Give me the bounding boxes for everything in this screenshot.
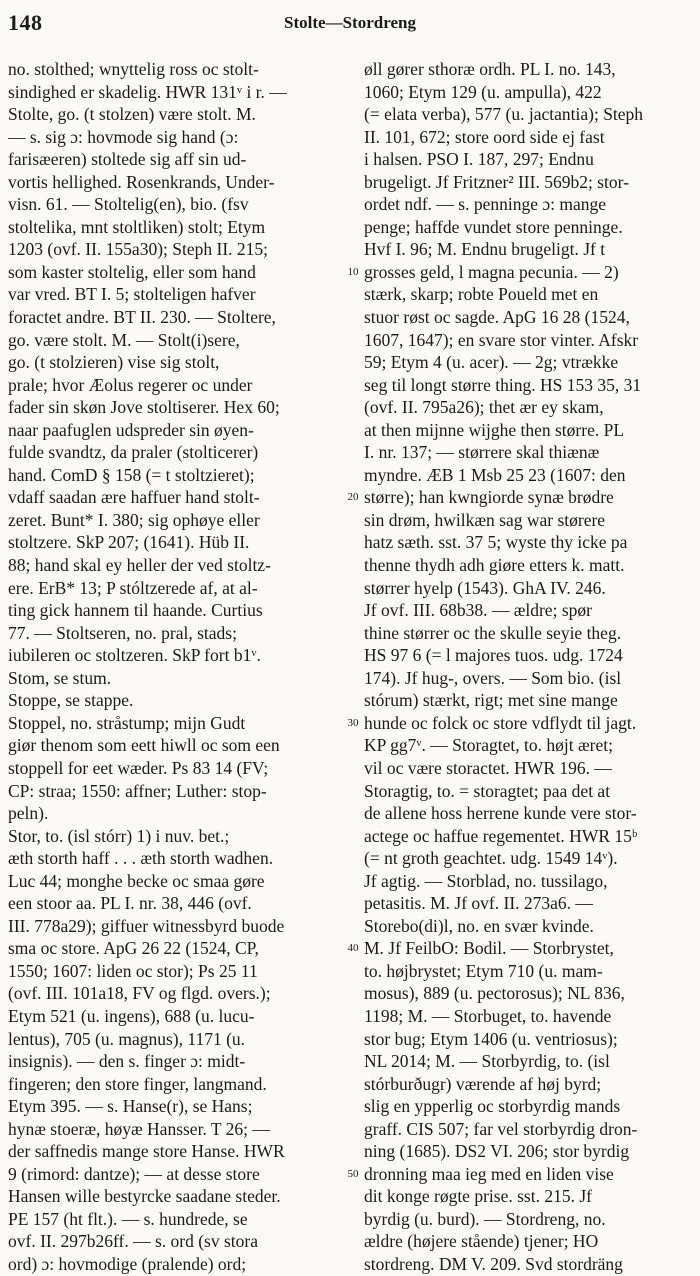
text-line: myndre. ÆB 1 Msb 25 23 (1607: den bbox=[364, 464, 626, 485]
text-line: Stor, to. (isl stórr) 1) i nuv. bet.; bbox=[8, 825, 230, 846]
text-line: Stoppel, no. stråstump; mijn Gudt bbox=[8, 712, 246, 733]
text-line: Stoppe, se stappe. bbox=[8, 690, 134, 711]
text-line: Etym 395. — s. Hanse(r), se Hans; bbox=[8, 1096, 253, 1117]
text-line: Etym 521 (u. ingens), 688 (u. lucu- bbox=[8, 1005, 255, 1026]
text-line: størrer hyelp (1543). GhA IV. 246. bbox=[364, 577, 606, 598]
text-line: (ovf. III. 101a18, FV og flgd. overs.); bbox=[8, 983, 271, 1004]
text-line: vdaff saadan ære haffuer hand stolt- bbox=[8, 487, 260, 508]
text-line: hand. ComD § 158 (= t stoltzieret); bbox=[8, 464, 255, 485]
left-column bbox=[8, 58, 345, 1276]
text-line: petasitis. M. Jf ovf. II. 273a6. — bbox=[364, 893, 593, 914]
line-number-marker: 20 bbox=[347, 491, 359, 504]
text-line: æth storth haff . . . æth storth wadhen. bbox=[8, 848, 274, 869]
text-line: 1203 (ovf. II. 155a30); Steph II. 215; bbox=[8, 239, 269, 260]
text-line: naar paafuglen udspreder sin øyen- bbox=[8, 419, 254, 440]
text-line: stordreng. DM V. 209. Svd stordräng bbox=[364, 1253, 623, 1274]
text-line: ordet ndf. — s. penninge ɔ: mange bbox=[364, 194, 607, 215]
text-line: fulde svandtz, da praler (stolticerer) bbox=[8, 442, 259, 463]
text-line: dit konge røgte prise. sst. 215. Jf bbox=[364, 1186, 592, 1207]
text-line: Hansen wille bestyrcke saadane steder. bbox=[8, 1186, 281, 1207]
text-line: stor bug; Etym 1406 (u. ventriosus); bbox=[364, 1028, 618, 1049]
text-line: peln). bbox=[8, 803, 49, 824]
text-line: (= nt groth geachtet. udg. 1549 14ᵛ). bbox=[364, 848, 618, 869]
text-line: Stolte, go. (t stolzen) være stolt. M. bbox=[8, 104, 256, 125]
text-line: lentus), 705 (u. magnus), 1171 (u. bbox=[8, 1028, 246, 1049]
text-line: thine størrer oc the skulle seyie theg. bbox=[364, 622, 622, 643]
text-line: ord) ɔ: hovmodige (pralende) ord; bbox=[8, 1253, 247, 1274]
text-line: graff. CIS 507; far vel storbyrdig dron- bbox=[364, 1118, 638, 1139]
text-line: ning (1685). DS2 VI. 206; stor byrdig bbox=[364, 1141, 630, 1162]
text-line: Luc 44; monghe becke oc smaa gøre bbox=[8, 870, 265, 891]
text-line: 9 (rimord: dantze); — at desse store bbox=[8, 1163, 260, 1184]
text-line: visn. 61. — Stoltelig(en), bio. (fsv bbox=[8, 194, 249, 215]
text-line: 1550; 1607: liden oc stor); Ps 25 11 bbox=[8, 960, 258, 981]
text-line: I. nr. 137; — størrere skal thiænæ bbox=[364, 442, 600, 463]
text-line: II. 101, 672; store oord side ej fast bbox=[364, 126, 605, 147]
text-line: (ovf. II. 795a26); thet ær ey skam, bbox=[364, 397, 604, 418]
text-line: hynæ stoeræ, høyæ Hansser. T 26; — bbox=[8, 1118, 270, 1139]
line-number-marker: 40 bbox=[347, 942, 359, 955]
text-line: — s. sig ɔ: hovmode sig hand (ɔ: bbox=[8, 126, 239, 147]
text-line: fingeren; den store finger, langmand. bbox=[8, 1073, 267, 1094]
line-number-marker: 30 bbox=[347, 716, 359, 729]
text-line: seg til longt større thing. HS 153 35, 31 bbox=[364, 374, 642, 395]
text-line: Storebo(di)l, no. en svær kvinde. bbox=[364, 915, 594, 936]
text-line: fader sin skøn Jove stoltiserer. Hex 60; bbox=[8, 397, 280, 418]
text-line: slig en ypperlig oc storbyrdig mands bbox=[364, 1096, 621, 1117]
right-column bbox=[364, 58, 694, 1276]
text-line: (= elata verba), 577 (u. jactantia); Steph bbox=[364, 104, 644, 125]
text-line: 1060; Etym 129 (u. ampulla), 422 bbox=[364, 81, 602, 102]
text-line: 1607, 1647); en svare stor vinter. Afskr bbox=[364, 329, 639, 350]
text-line: zeret. Bunt* I. 380; sig ophøye eller bbox=[8, 509, 260, 530]
text-line: grosses geld, l magna pecunia. — 2) bbox=[364, 261, 619, 282]
page-header bbox=[0, 10, 700, 40]
text-line: actege oc haffue regementet. HWR 15ᵇ bbox=[364, 825, 638, 846]
text-line: penge; haffde vundet store penninge. bbox=[364, 216, 623, 237]
text-line: iubileren oc stoltzeren. SkP fort b1ᵛ. bbox=[8, 645, 261, 666]
text-line: hunde oc folck oc store vdflydt til jagt. bbox=[364, 712, 637, 733]
text-line: stærk, skarp; robte Poueld met en bbox=[364, 284, 599, 305]
text-line: 88; hand skal ey heller der ved stoltz- bbox=[8, 555, 271, 576]
text-line: ovf. II. 297b26ff. — s. ord (sv stora bbox=[8, 1231, 258, 1252]
text-line: var vred. BT I. 5; stolteligen hafver bbox=[8, 284, 256, 305]
text-line: foractet andre. BT II. 230. — Stoltere, bbox=[8, 307, 276, 328]
text-line: sindighed er skadelig. HWR 131ᵛ i r. — bbox=[8, 81, 287, 102]
text-line: hatz sæth. sst. 37 5; wyste thy icke pa bbox=[364, 532, 628, 553]
text-line: giør thenom som eett hiwll oc som een bbox=[8, 735, 280, 756]
text-line: 59; Etym 4 (u. acer). — 2g; vtrække bbox=[364, 352, 619, 373]
line-number-marker: 10 bbox=[347, 265, 359, 278]
text-line: to. højbrystet; Etym 710 (u. mam- bbox=[364, 960, 603, 981]
text-line: 1198; M. — Storbuget, to. havende bbox=[364, 1005, 612, 1026]
text-line: stuor røst oc sagde. ApG 16 28 (1524, bbox=[364, 307, 630, 328]
text-line: ere. ErB* 13; P stóltzerede af, at al- bbox=[8, 577, 258, 598]
text-line: de allene hoss herrene kunde vere stor- bbox=[364, 803, 637, 824]
text-line: Storagtig, to. = storagtet; paa det at bbox=[364, 780, 611, 801]
text-line: een stoor aa. PL I. nr. 38, 446 (ovf. bbox=[8, 893, 252, 914]
text-line: dronning maa ieg med en liden vise bbox=[364, 1163, 614, 1184]
text-line: prale; hvor Æolus regerer oc under bbox=[8, 374, 253, 395]
text-line: at then mijnne wijghe then større. PL bbox=[364, 419, 625, 440]
text-line: NL 2014; M. — Storbyrdig, to. (isl bbox=[364, 1051, 610, 1072]
text-line: vortis hellighed. Rosenkrands, Under- bbox=[8, 171, 275, 192]
text-line: vil oc være storactet. HWR 196. — bbox=[364, 757, 612, 778]
text-line: III. 778a29); giffuer witnessbyrd buode bbox=[8, 915, 285, 936]
text-line: PE 157 (ht flt.). — s. hundrede, se bbox=[8, 1208, 248, 1229]
text-line: Stom, se stum. bbox=[8, 667, 112, 688]
text-line: stoppell for eet wæder. Ps 83 14 (FV; bbox=[8, 757, 269, 778]
text-line: som kaster stoltelig, eller som hand bbox=[8, 261, 256, 282]
text-line: mosus), 889 (u. pectorosus); NL 836, bbox=[364, 983, 625, 1004]
text-line: stórburðugr) værende af høj byrd; bbox=[364, 1073, 602, 1094]
text-line: stoltzere. SkP 207; (1641). Hüb II. bbox=[8, 532, 250, 553]
text-line: Jf agtig. — Storblad, no. tussilago, bbox=[364, 870, 608, 891]
text-line: ældre (højere stående) tjener; HO bbox=[364, 1231, 599, 1252]
text-line: byrdig (u. burd). — Stordreng, no. bbox=[364, 1208, 606, 1229]
text-line: farisæeren) stoltede sig aff sin ud- bbox=[8, 149, 247, 170]
text-line: Jf ovf. III. 68b38. — ældre; spør bbox=[364, 600, 592, 621]
text-line: go. (t stolzieren) vise sig stolt, bbox=[8, 352, 220, 373]
text-line: HS 97 6 (= l majores tuos. udg. 1724 bbox=[364, 645, 623, 666]
text-line: i halsen. PSO I. 187, 297; Endnu bbox=[364, 149, 594, 170]
text-line: insignis). — den s. finger ɔ: midt- bbox=[8, 1051, 246, 1072]
text-line: no. stolthed; wnyttelig ross oc stolt- bbox=[8, 59, 259, 79]
text-line: sma oc store. ApG 26 22 (1524, CP, bbox=[8, 938, 259, 959]
text-line: øll gører sthoræ ordh. PL I. no. 143, bbox=[364, 59, 616, 79]
page-number: 148 bbox=[8, 10, 43, 35]
text-line: thenne thydh adh giøre etters k. matt. bbox=[364, 555, 625, 576]
text-line: KP gg7ᵛ. — Storagtet, to. højt æret; bbox=[364, 735, 613, 756]
text-line: stórum) stærkt, rigt; met sine mange bbox=[364, 690, 618, 711]
text-line: M. Jf FeilbO: Bodil. — Storbrystet, bbox=[364, 938, 614, 959]
text-line: 174). Jf hug-, overs. — Som bio. (isl bbox=[364, 667, 622, 688]
text-line: større); han kwngiorde synæ brødre bbox=[364, 487, 614, 508]
text-line: CP: straa; 1550: affner; Luther: stop- bbox=[8, 780, 267, 801]
running-title: Stolte—Stordreng bbox=[284, 13, 416, 32]
text-line: Hvf I. 96; M. Endnu brugeligt. Jf t bbox=[364, 239, 606, 260]
text-line: sin drøm, hwilkæn sag war størere bbox=[364, 509, 606, 530]
line-number-marker: 50 bbox=[347, 1167, 359, 1180]
text-line: stoltelika, mnt stoltliken) stolt; Etym bbox=[8, 216, 266, 237]
text-line: der saffnedis mange store Hanse. HWR bbox=[8, 1141, 285, 1162]
text-line: ting gick hannem til haande. Curtius bbox=[8, 600, 263, 621]
text-line: 77. — Stoltseren, no. pral, stads; bbox=[8, 622, 237, 643]
text-line: go. være stolt. M. — Stolt(i)sere, bbox=[8, 329, 240, 350]
text-line: brugeligt. Jf Fritzner² III. 569b2; stor- bbox=[364, 171, 629, 192]
